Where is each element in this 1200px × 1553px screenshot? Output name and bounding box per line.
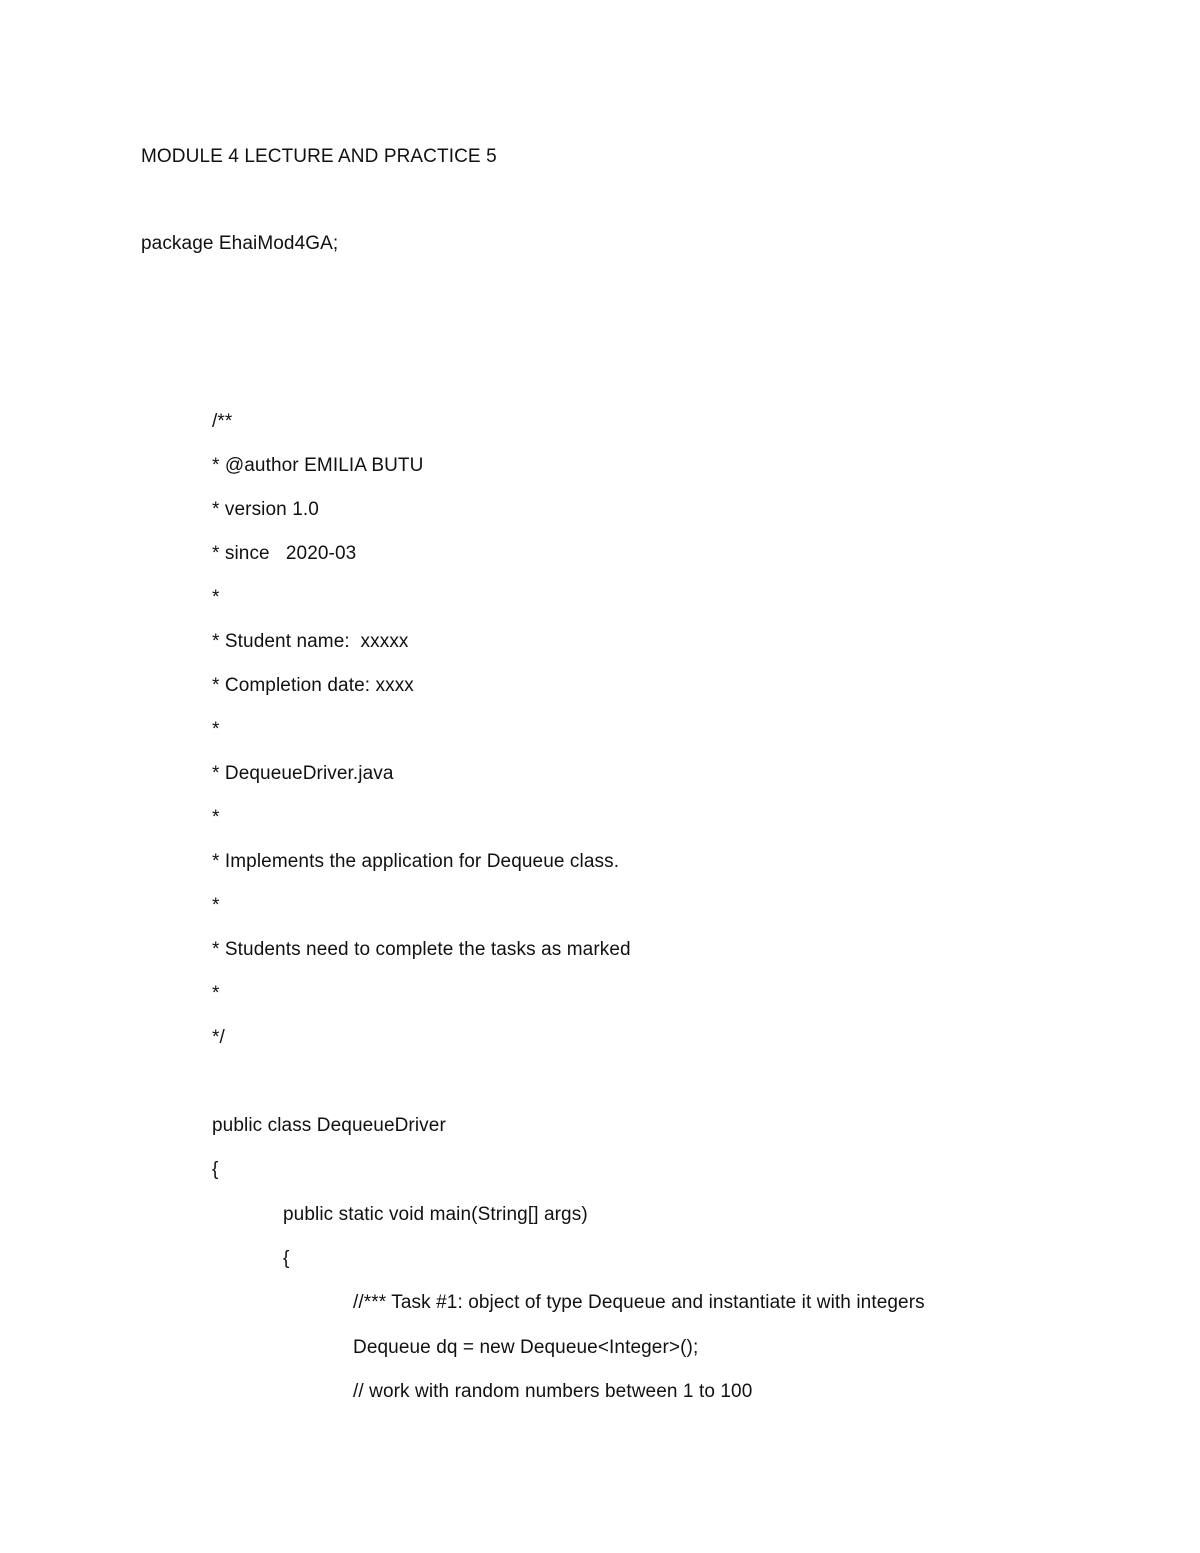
class-open-brace: { xyxy=(212,1159,219,1180)
javadoc-since: * since 2020-03 xyxy=(212,543,357,564)
class-declaration: public class DequeueDriver xyxy=(212,1115,446,1136)
document-heading: MODULE 4 LECTURE AND PRACTICE 5 xyxy=(141,146,497,167)
package-declaration: package EhaiMod4GA; xyxy=(141,233,339,254)
javadoc-version: * version 1.0 xyxy=(212,499,319,520)
javadoc-blank-line: * xyxy=(212,719,220,740)
javadoc-author: * @author EMILIA BUTU xyxy=(212,455,424,476)
random-numbers-comment: // work with random numbers between 1 to 100 xyxy=(353,1381,753,1402)
javadoc-filename: * DequeueDriver.java xyxy=(212,763,394,784)
javadoc-blank-line: * xyxy=(212,895,220,916)
main-method-declaration: public static void main(String[] args) xyxy=(283,1204,588,1225)
javadoc-blank-line: * xyxy=(212,587,220,608)
dequeue-instantiation: Dequeue dq = new Dequeue<Integer>(); xyxy=(353,1337,699,1358)
javadoc-blank-line: * xyxy=(212,807,220,828)
javadoc-description: * Implements the application for Dequeue class. xyxy=(212,851,620,872)
javadoc-completion-date: * Completion date: xxxx xyxy=(212,675,414,696)
main-open-brace: { xyxy=(283,1248,290,1269)
javadoc-close: */ xyxy=(212,1027,225,1048)
javadoc-open: /** xyxy=(212,411,233,432)
task1-comment: //*** Task #1: object of type Dequeue and instantiate it with integers xyxy=(353,1292,925,1313)
javadoc-blank-line: * xyxy=(212,983,220,1004)
javadoc-instructions: * Students need to complete the tasks as marked xyxy=(212,939,631,960)
javadoc-student-name: * Student name: xxxxx xyxy=(212,631,409,652)
